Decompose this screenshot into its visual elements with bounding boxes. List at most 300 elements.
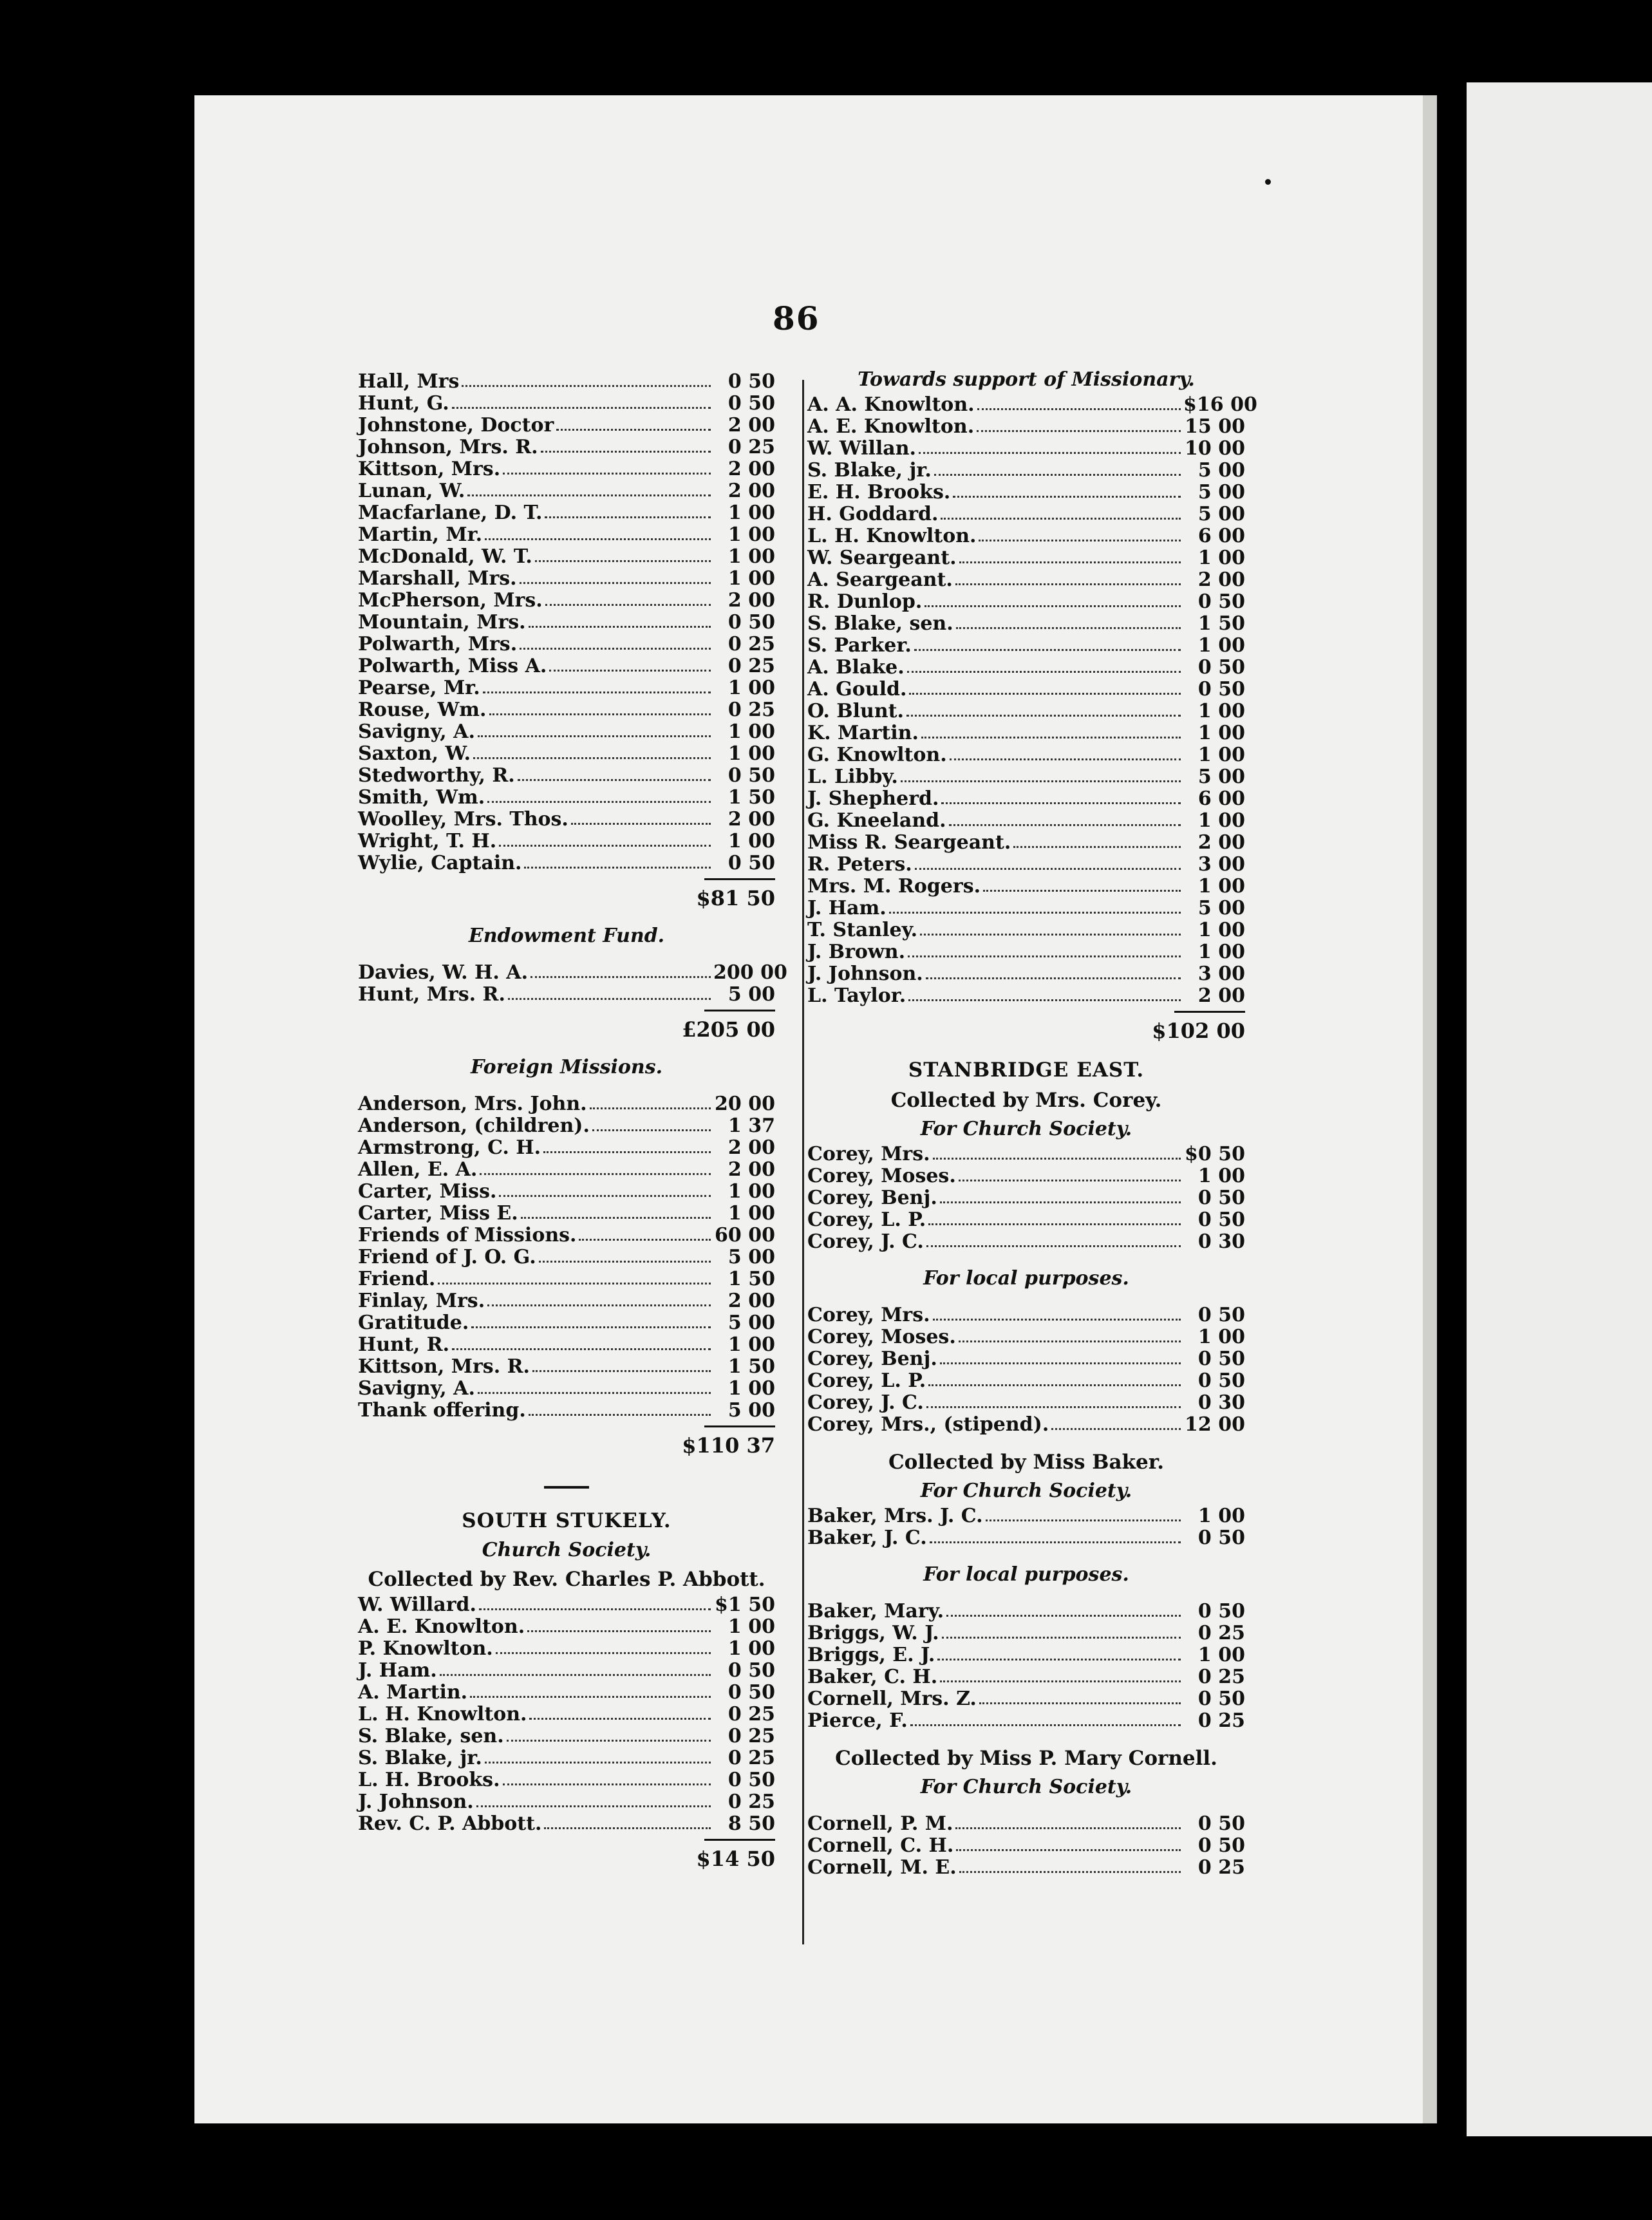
list-item	[358, 1334, 775, 1356]
contributor-name: Anderson, Mrs. John.	[358, 1093, 587, 1115]
contribution-amount: 1 00	[727, 1333, 775, 1356]
dot-leader	[476, 1805, 711, 1807]
contribution-amount: 1 00	[727, 1637, 775, 1660]
contribution-amount: 15 00	[1185, 415, 1245, 438]
list-item	[358, 612, 775, 634]
contributor-name: Cornell, Mrs. Z.	[807, 1688, 977, 1710]
contributor-name: Corey, L. P.	[807, 1209, 926, 1231]
dot-leader	[507, 1740, 711, 1742]
contributor-name: O. Blunt.	[807, 700, 904, 722]
dot-leader	[928, 1223, 1181, 1225]
contributor-name: Armstrong, C. H.	[358, 1136, 541, 1159]
south-stukely-total	[358, 1835, 775, 1883]
section-rule	[544, 1486, 589, 1489]
dot-leader	[518, 779, 711, 781]
list-item	[358, 655, 775, 677]
contribution-amount: 1 50	[727, 786, 775, 809]
section-heading: Foreign Missions.	[470, 1056, 663, 1078]
contribution-amount: 1 00	[727, 1377, 775, 1400]
contribution-amount: 0 50	[1197, 1600, 1245, 1623]
dot-leader	[906, 715, 1181, 717]
collector-line: Collected by Rev. Charles P. Abbott.	[368, 1568, 765, 1591]
contribution-amount: 2 00	[1197, 569, 1245, 591]
contributor-name: A. A. Knowlton.	[807, 393, 975, 416]
contributor-name: Carter, Miss.	[358, 1180, 497, 1203]
dot-leader	[535, 560, 711, 562]
contribution-amount: 5 00	[727, 1399, 775, 1422]
contributor-name: S. Blake, sen.	[807, 612, 953, 635]
dot-leader	[527, 1630, 711, 1632]
contribution-amount: 1 00	[1197, 547, 1245, 569]
list-item	[807, 941, 1245, 963]
dot-leader	[908, 999, 1181, 1001]
list-item	[358, 1115, 775, 1137]
dot-leader	[529, 626, 711, 628]
dot-leader	[440, 1674, 711, 1676]
dot-leader	[937, 1659, 1181, 1660]
dot-leader	[470, 1696, 711, 1698]
contribution-amount: 10 00	[1185, 437, 1245, 460]
contribution-amount: 5 00	[1197, 459, 1245, 482]
list-item	[358, 1181, 775, 1203]
list-item	[358, 1378, 775, 1400]
dot-leader	[480, 1173, 711, 1175]
contribution-amount: 1 00	[727, 502, 775, 524]
dot-leader	[909, 693, 1181, 695]
dot-leader	[478, 1392, 711, 1394]
contributor-name: Martin, Mr.	[358, 523, 483, 546]
contributor-name: Carter, Miss E.	[358, 1202, 518, 1225]
list-item	[807, 1644, 1245, 1666]
contribution-amount: 1 00	[1197, 1165, 1245, 1187]
list-item	[807, 1165, 1245, 1187]
contributor-name: Baker, C. H.	[807, 1666, 938, 1688]
contributor-name: Mountain, Mrs.	[358, 611, 526, 634]
contribution-amount: 1 00	[727, 742, 775, 765]
list-item	[358, 634, 775, 655]
dot-leader	[914, 649, 1181, 651]
dot-leader	[571, 823, 711, 825]
contribution-amount: 1 00	[1197, 809, 1245, 832]
contribution-amount: 0 25	[727, 699, 775, 721]
contribution-amount: 1 50	[727, 1268, 775, 1290]
contribution-amount: 0 25	[727, 633, 775, 655]
contributor-name: Cornell, M. E.	[807, 1856, 957, 1879]
list-item	[358, 961, 787, 984]
list-item	[358, 458, 775, 480]
list-item	[807, 1505, 1245, 1527]
contribution-amount: 0 50	[727, 1769, 775, 1791]
list-item	[807, 744, 1245, 766]
list-item	[358, 743, 775, 765]
list-item	[358, 437, 775, 458]
collector-line: Collected by Mrs. Corey.	[890, 1089, 1162, 1112]
dot-leader	[1013, 846, 1181, 848]
contribution-amount: 5 00	[1197, 897, 1245, 919]
list-item	[358, 1159, 775, 1181]
contributor-name: H. Goddard.	[807, 503, 939, 525]
contributor-name: Marshall, Mrs.	[358, 567, 517, 590]
ink-dot	[1265, 179, 1271, 185]
contributor-name: Hunt, R.	[358, 1333, 450, 1356]
dot-leader	[549, 670, 711, 672]
list-item	[358, 1769, 775, 1791]
dot-leader	[545, 604, 711, 606]
list-item	[807, 547, 1245, 569]
dot-leader	[545, 516, 711, 518]
subsection-heading: For Church Society.	[920, 1480, 1132, 1502]
contribution-amount: 0 25	[1197, 1666, 1245, 1688]
contribution-amount: 1 00	[727, 720, 775, 743]
contributor-name: Allen, E. A.	[358, 1158, 478, 1181]
contributor-name: T. Stanley.	[807, 919, 918, 941]
dot-leader	[556, 429, 711, 431]
contributor-name: Macfarlane, D. T.	[358, 502, 543, 524]
contribution-amount: $16 00	[1183, 393, 1257, 416]
list-item	[807, 722, 1245, 744]
contribution-amount: 0 50	[727, 370, 775, 393]
contribution-amount: 0 30	[1197, 1230, 1245, 1253]
list-item	[358, 1791, 775, 1813]
contributor-name: Corey, Mrs.	[807, 1143, 930, 1165]
contributor-name: Baker, Mary.	[807, 1600, 944, 1623]
contributor-name: S. Blake, jr.	[358, 1747, 482, 1769]
list-item	[807, 854, 1245, 876]
list-item	[807, 1326, 1245, 1348]
contributor-name: Johnstone, Doctor	[358, 414, 554, 437]
list-item	[358, 809, 775, 831]
contribution-amount: 0 30	[1197, 1391, 1245, 1414]
list-item	[807, 766, 1245, 788]
contribution-amount: 3 00	[1197, 853, 1245, 876]
subscriber-list	[358, 371, 775, 874]
list-item	[358, 831, 775, 852]
list-item	[807, 1414, 1245, 1436]
contributor-name: Davies, W. H. A.	[358, 961, 529, 984]
contribution-amount: 0 50	[1197, 678, 1245, 701]
contributor-name: Finlay, Mrs.	[358, 1290, 485, 1312]
dot-leader	[452, 407, 711, 409]
contribution-amount: 6 00	[1197, 525, 1245, 547]
contribution-amount: 5 00	[1197, 503, 1245, 525]
right-column	[807, 366, 1257, 1879]
dot-leader	[979, 1702, 1181, 1704]
contribution-amount: 1 00	[1197, 700, 1245, 722]
contributor-name: K. Martin.	[807, 722, 919, 744]
dot-leader	[889, 912, 1181, 914]
contribution-amount: 1 00	[1197, 1326, 1245, 1348]
section-heading: Towards support of Missionary.	[858, 368, 1195, 391]
dot-leader	[479, 1608, 711, 1610]
dot-leader	[920, 934, 1181, 936]
dot-leader	[934, 474, 1181, 476]
dot-leader	[953, 496, 1181, 498]
section-heading: STANBRIDGE EAST.	[908, 1058, 1145, 1082]
contributor-name: Rouse, Wm.	[358, 699, 487, 721]
list-item	[807, 569, 1245, 591]
contributor-name: Briggs, W. J.	[807, 1622, 939, 1644]
list-item	[358, 1246, 775, 1268]
dot-leader	[959, 1180, 1181, 1181]
dot-leader	[541, 451, 711, 453]
contributor-name: G. Knowlton.	[807, 744, 947, 766]
contributor-name: E. H. Brooks.	[807, 481, 951, 503]
contributor-name: Stedworthy, R.	[358, 764, 515, 787]
contributor-name: G. Kneeland.	[807, 809, 946, 832]
baker-church-list	[807, 1505, 1245, 1549]
dot-leader	[1051, 1428, 1181, 1430]
list-item	[358, 984, 775, 1006]
contribution-amount: 0 25	[727, 1725, 775, 1747]
contribution-amount: 2 00	[1197, 984, 1245, 1007]
contribution-amount: 0 25	[1197, 1622, 1245, 1644]
dot-leader	[940, 1362, 1181, 1364]
contribution-amount: 1 37	[727, 1115, 775, 1137]
dot-leader	[977, 430, 1181, 432]
dot-leader	[539, 1261, 711, 1263]
list-item	[807, 1348, 1245, 1370]
dot-leader	[532, 1370, 711, 1372]
contribution-amount: 0 25	[1197, 1856, 1245, 1879]
contribution-amount: 2 00	[727, 808, 775, 831]
dot-leader	[524, 867, 711, 869]
dot-leader	[462, 385, 711, 387]
dot-leader	[520, 582, 711, 584]
contributor-name: L. Libby.	[807, 766, 898, 788]
contributor-name: Corey, Moses.	[807, 1326, 956, 1348]
contribution-amount: 1 50	[1197, 612, 1245, 635]
contributor-name: R. Dunlop.	[807, 590, 923, 613]
contributor-name: Cornell, P. M.	[807, 1812, 953, 1835]
left-column	[358, 370, 787, 1883]
contribution-amount: 0 50	[727, 611, 775, 634]
contribution-amount: 0 50	[727, 1659, 775, 1682]
total-amount: £205 00	[682, 1017, 775, 1042]
contribution-amount: 20 00	[715, 1093, 775, 1115]
contribution-amount: 3 00	[1197, 963, 1245, 985]
contributor-name: J. Shepherd.	[807, 787, 939, 810]
contributor-name: Hunt, G.	[358, 392, 449, 415]
contribution-amount: 60 00	[715, 1224, 775, 1246]
list-item	[807, 985, 1245, 1007]
contribution-amount: 0 50	[1197, 1187, 1245, 1209]
contributor-name: A. Gould.	[807, 678, 907, 701]
contribution-amount: 0 25	[727, 1703, 775, 1726]
contributor-name: J. Johnson.	[358, 1791, 474, 1813]
list-item	[358, 546, 775, 568]
list-item	[358, 721, 775, 743]
dot-leader	[926, 1406, 1181, 1408]
contributor-name: Corey, J. C.	[807, 1230, 924, 1253]
contribution-amount: 2 00	[727, 480, 775, 502]
list-item	[807, 701, 1245, 722]
contribution-amount: 0 50	[1197, 1209, 1245, 1231]
dot-leader	[921, 737, 1181, 738]
list-item	[358, 502, 775, 524]
contributor-name: L. H. Knowlton.	[358, 1703, 527, 1726]
list-item	[358, 1682, 775, 1704]
subsection-heading: Church Society.	[482, 1539, 652, 1561]
total-amount: $14 50	[696, 1847, 775, 1871]
contribution-amount: 0 50	[727, 1681, 775, 1704]
contributor-name: Kittson, Mrs.	[358, 458, 501, 480]
dot-leader	[503, 473, 711, 475]
contribution-amount: 1 50	[727, 1355, 775, 1378]
list-item	[358, 480, 775, 502]
dot-leader	[452, 1348, 711, 1350]
dot-leader	[908, 955, 1181, 957]
dot-leader	[907, 671, 1181, 673]
contributor-name: W. Willard.	[358, 1594, 476, 1616]
contribution-amount: 12 00	[1185, 1413, 1245, 1436]
dot-leader	[983, 890, 1181, 892]
contributor-name: J. Brown.	[807, 941, 906, 963]
contribution-amount: 0 25	[727, 655, 775, 677]
dot-leader	[930, 1541, 1181, 1543]
contribution-amount: 2 00	[727, 589, 775, 612]
dot-leader	[544, 1827, 711, 1829]
list-item	[807, 898, 1245, 919]
list-item	[807, 788, 1245, 810]
south-stukely-list	[358, 1594, 775, 1835]
contributor-name: Savigny, A.	[358, 720, 475, 743]
list-item	[358, 1312, 775, 1334]
cornell-church-list	[807, 1813, 1245, 1879]
list-item	[358, 1638, 775, 1660]
section-heading: Endowment Fund.	[468, 925, 665, 947]
dot-leader	[485, 538, 711, 540]
list-item	[358, 524, 775, 546]
dot-leader	[956, 1849, 1181, 1851]
contribution-amount: 0 50	[1197, 656, 1245, 679]
list-item	[807, 657, 1245, 679]
dot-leader	[977, 408, 1181, 410]
dot-leader	[483, 691, 711, 693]
list-item	[358, 1268, 775, 1290]
list-item	[807, 963, 1245, 985]
contributor-name: Kittson, Mrs. R.	[358, 1355, 530, 1378]
dot-leader	[926, 977, 1181, 979]
contribution-amount: 2 00	[727, 1158, 775, 1181]
list-item	[358, 765, 775, 787]
contribution-amount: 8 50	[727, 1812, 775, 1835]
list-item	[358, 1356, 775, 1378]
dot-leader	[901, 780, 1181, 782]
contributor-name: J. Johnson.	[807, 963, 923, 985]
contribution-amount: 2 00	[727, 1290, 775, 1312]
list-item	[807, 1666, 1245, 1688]
contributor-name: Cornell, C. H.	[807, 1834, 954, 1857]
contributor-name: J. Ham.	[358, 1659, 437, 1682]
list-item	[358, 415, 775, 437]
dot-leader	[949, 824, 1181, 826]
dot-leader	[499, 845, 711, 847]
contribution-amount: 1 00	[727, 677, 775, 699]
dot-leader	[915, 868, 1181, 870]
contribution-amount: 1 00	[727, 1615, 775, 1638]
contributor-name: A. Blake.	[807, 656, 905, 679]
dot-leader	[933, 1319, 1181, 1321]
contributor-name: S. Parker.	[807, 634, 912, 657]
dot-leader	[473, 757, 711, 759]
list-item	[807, 1813, 1245, 1835]
contributor-name: McPherson, Mrs.	[358, 589, 543, 612]
contributor-name: L. H. Brooks.	[358, 1769, 500, 1791]
dot-leader	[503, 1783, 711, 1785]
list-item	[358, 1400, 775, 1422]
contributor-name: Mrs. M. Rogers.	[807, 875, 981, 898]
collector-line: Collected by Miss Baker.	[888, 1451, 1165, 1474]
list-item	[807, 1370, 1245, 1392]
corey-local-list	[807, 1304, 1245, 1436]
page-number: 86	[773, 299, 820, 337]
contributor-name: L. H. Knowlton.	[807, 525, 977, 547]
dot-leader	[979, 540, 1181, 541]
list-item	[807, 1601, 1245, 1623]
contribution-amount: 1 00	[727, 545, 775, 568]
contributor-name: S. Blake, jr.	[807, 459, 932, 482]
total-amount: $102 00	[1152, 1019, 1245, 1043]
contribution-amount: 1 00	[727, 1180, 775, 1203]
list-item	[358, 852, 775, 874]
total-amount: $81 50	[696, 886, 775, 910]
contribution-amount: 1 00	[1197, 634, 1245, 657]
contributor-name: Savigny, A.	[358, 1377, 475, 1400]
contributor-name: A. Seargeant.	[807, 569, 953, 591]
dot-leader	[956, 627, 1181, 629]
dot-leader	[471, 1326, 711, 1328]
contributor-name: Wright, T. H.	[358, 830, 497, 852]
list-item	[807, 393, 1257, 416]
contributor-name: Pearse, Mr.	[358, 677, 480, 699]
dot-leader	[986, 1519, 1181, 1521]
list-item	[358, 1747, 775, 1769]
dot-leader	[955, 583, 1181, 585]
dot-leader	[467, 494, 711, 496]
contributor-name: R. Peters.	[807, 853, 912, 876]
list-item	[807, 1710, 1245, 1732]
list-item	[358, 568, 775, 590]
contribution-amount: 6 00	[1197, 787, 1245, 810]
contribution-amount: 5 00	[1197, 481, 1245, 503]
contributor-name: W. Seargeant.	[807, 547, 957, 569]
list-item	[358, 1616, 775, 1638]
contributor-name: Woolley, Mrs. Thos.	[358, 808, 568, 831]
list-item	[807, 438, 1245, 460]
contributor-name: Wylie, Captain.	[358, 852, 522, 874]
contribution-amount: 0 50	[1197, 1527, 1245, 1549]
dot-leader	[508, 998, 711, 1000]
contributor-name: Baker, J. C.	[807, 1527, 927, 1549]
list-item	[807, 876, 1245, 898]
contribution-amount: 0 50	[1197, 1688, 1245, 1710]
contribution-amount: 1 00	[1197, 919, 1245, 941]
list-item	[358, 1704, 775, 1726]
list-item	[807, 482, 1245, 503]
contribution-amount: 1 00	[727, 567, 775, 590]
contributor-name: Rev. C. P. Abbott.	[358, 1812, 542, 1835]
contribution-amount: 0 25	[727, 1747, 775, 1769]
list-item	[358, 1726, 775, 1747]
list-item	[358, 590, 775, 612]
list-item	[358, 1225, 775, 1246]
dot-leader	[941, 518, 1181, 520]
contribution-amount: 2 00	[1197, 831, 1245, 854]
collector-line: Collected by Miss P. Mary Cornell.	[835, 1747, 1217, 1770]
subsection-heading: For Church Society.	[920, 1118, 1132, 1140]
list-item	[358, 393, 775, 415]
endowment-list	[358, 961, 787, 1006]
